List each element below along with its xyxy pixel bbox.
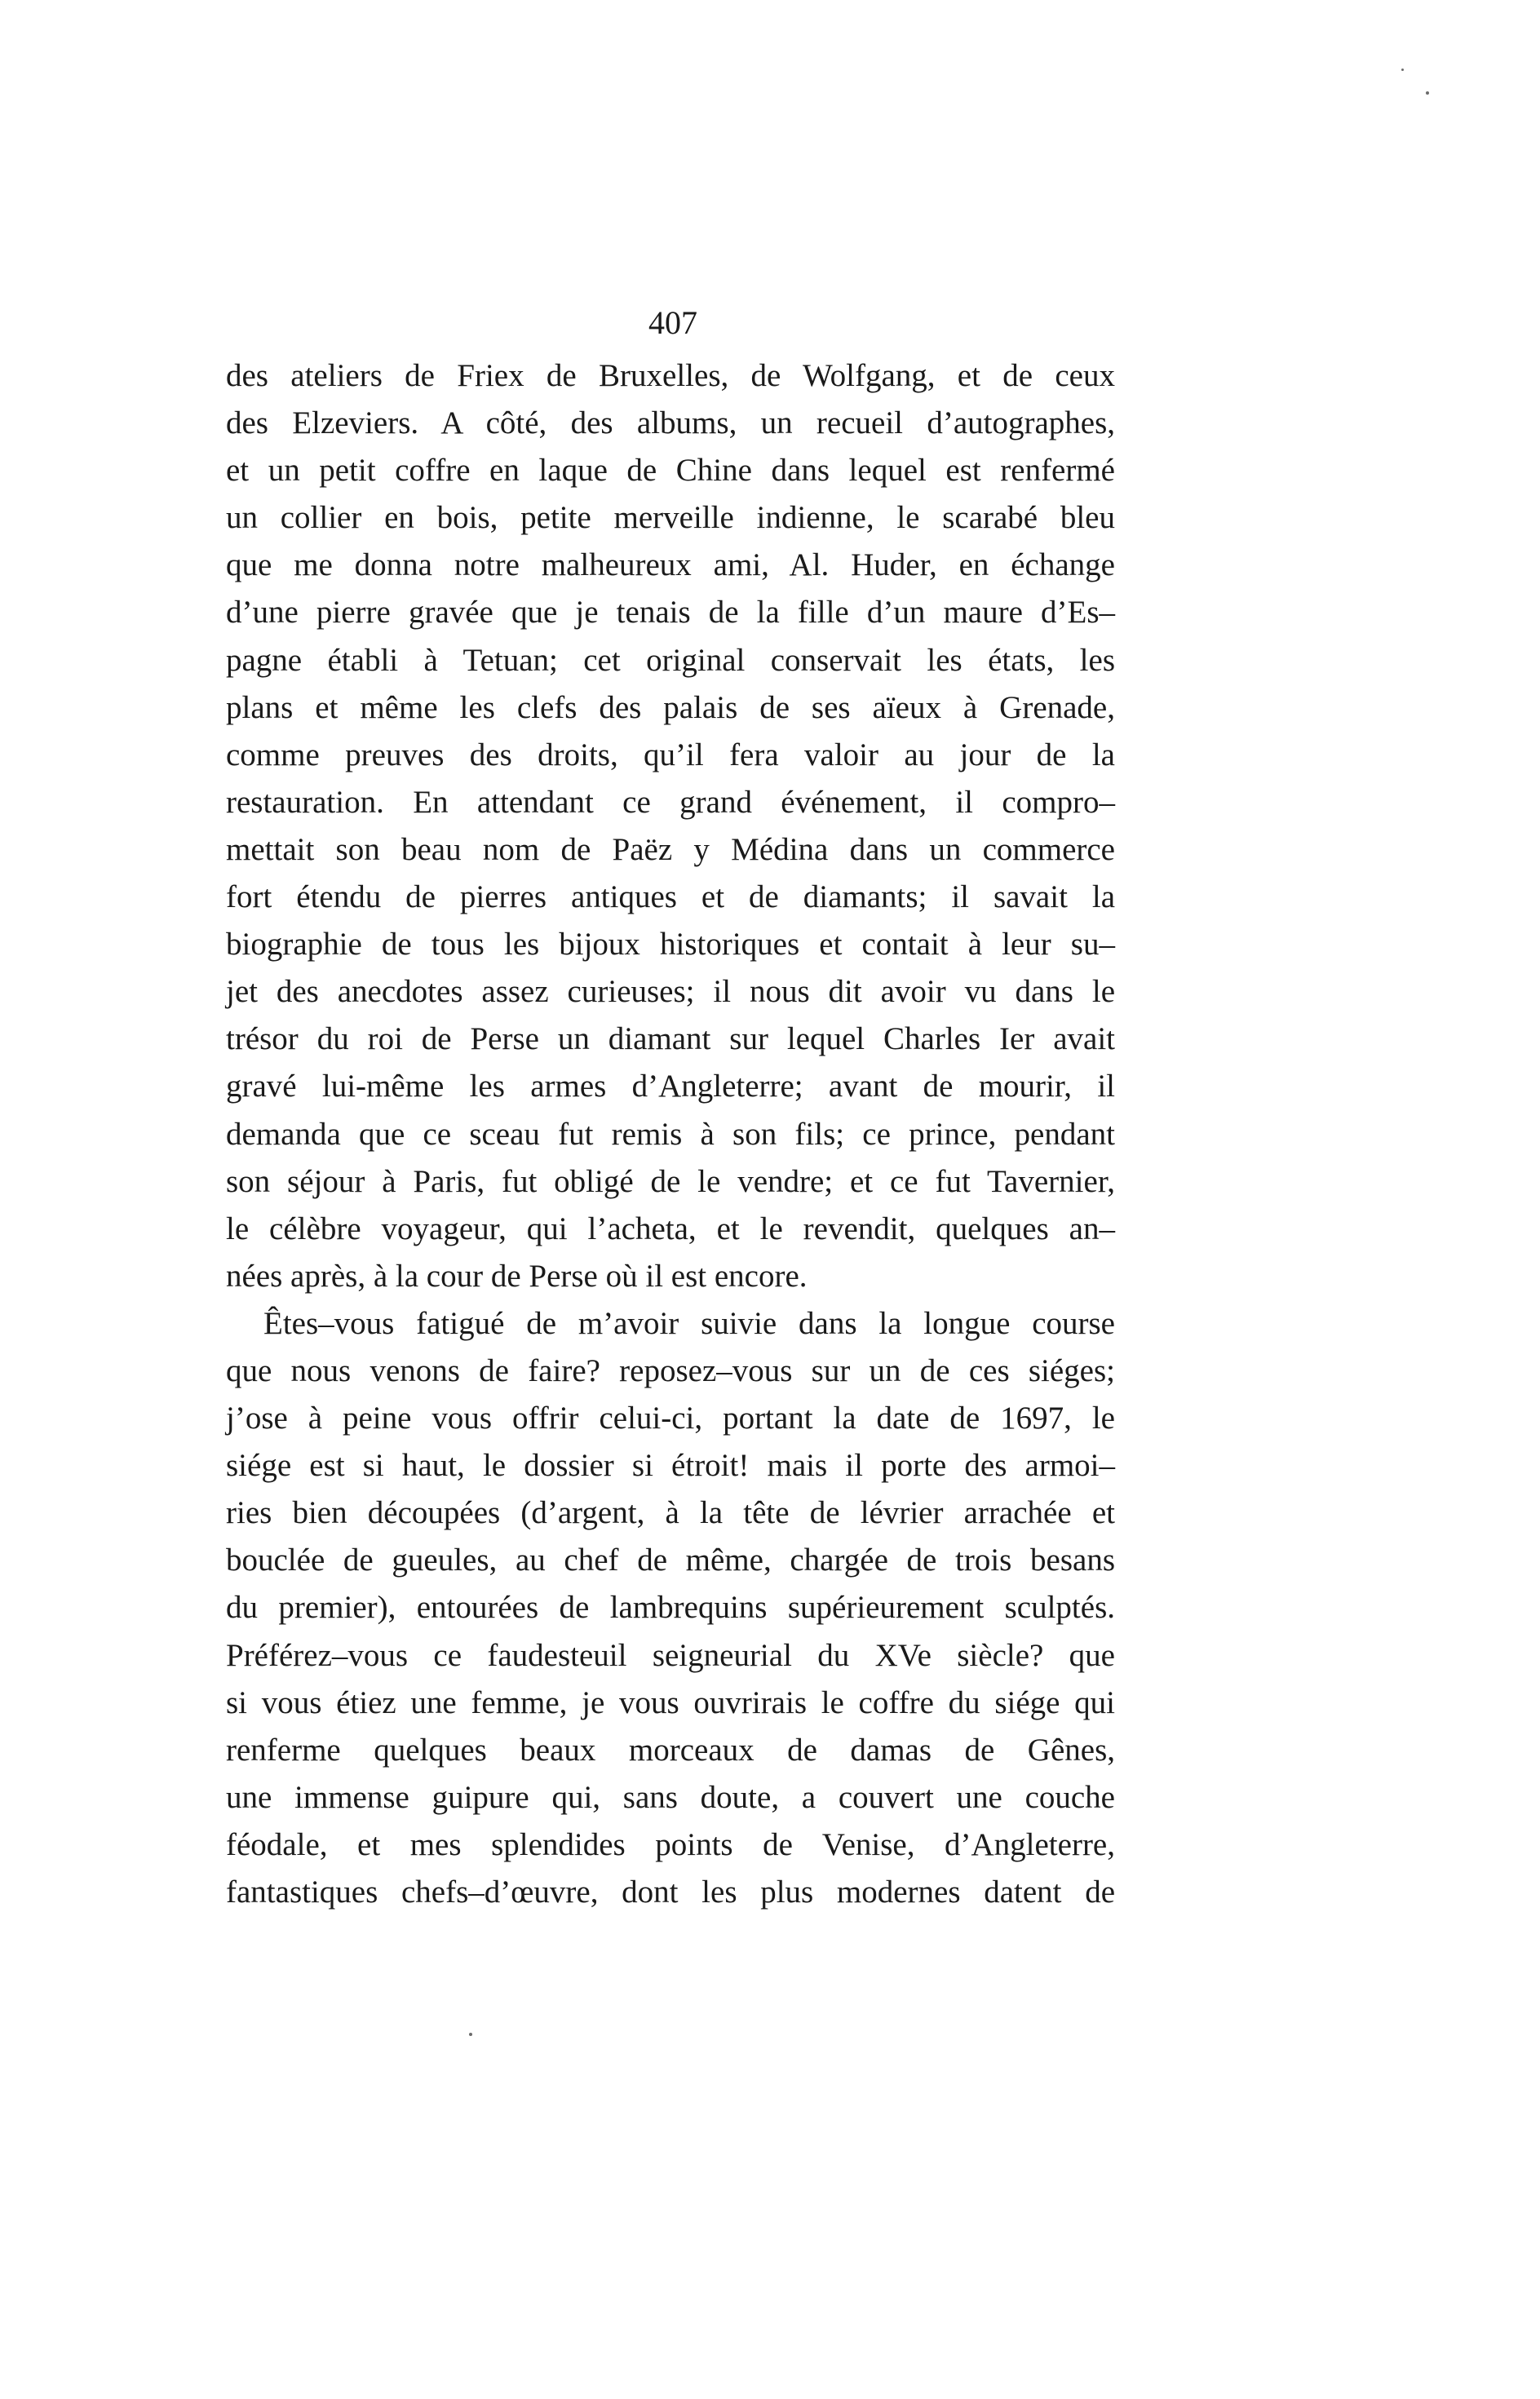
text-line: mettait son beau nom de Paëz y Médina dans un commerce — [226, 831, 1115, 867]
text-line: bouclée de gueules, au chef de même, chargée de trois besans — [226, 1543, 1115, 1578]
text-line: que nous venons de faire? reposez–vous sur un de ces siéges; — [226, 1352, 1115, 1388]
text-line: plans et même les clefs des palais de ses aïeux à Grenade, — [226, 689, 1115, 725]
text-line: une immense guipure qui, sans doute, a couvert une couche — [226, 1779, 1115, 1815]
text-line: demanda que ce sceau fut remis à son fils; ce prince, pendant — [226, 1116, 1115, 1152]
text-line: que me donna notre malheureux ami, Al. Huder, en échange — [226, 547, 1115, 583]
text-line: ries bien découpées (d’argent, à la tête de lévrier arrachée et — [226, 1495, 1115, 1531]
scan-speck — [1401, 69, 1404, 71]
text-line: Êtes–vous fatigué de m’avoir suivie dans la longue course — [263, 1305, 1115, 1341]
text-line: fantastiques chefs–d’œuvre, dont les plus modernes datent de — [226, 1874, 1115, 1910]
text-line: et un petit coffre en laque de Chine dans lequel est renfermé — [226, 453, 1115, 489]
text-line: fort étendu de pierres antiques et de diamants; il savait la — [226, 879, 1115, 915]
text-line: le célèbre voyageur, qui l’acheta, et le revendit, quelques an– — [226, 1211, 1115, 1246]
text-line: des ateliers de Friex de Bruxelles, de Wolfgang, et de ceux — [226, 358, 1115, 393]
text-line: pagne établi à Tetuan; cet original conservait les états, les — [226, 642, 1115, 678]
text-line: jet des anecdotes assez curieuses; il nous dit avoir vu dans le — [226, 974, 1115, 1010]
text-line: renferme quelques beaux morceaux de damas de Gênes, — [226, 1732, 1115, 1768]
body-text — [226, 352, 1115, 1916]
scan-speck — [1426, 91, 1429, 95]
text-line: comme preuves des droits, qu’il fera valoir au jour de la — [226, 737, 1115, 772]
scan-speck — [469, 2033, 472, 2036]
text-line: siége est si haut, le dossier si étroit! mais il porte des armoi– — [226, 1448, 1115, 1484]
text-line: d’une pierre gravée que je tenais de la fille d’un maure d’Es– — [226, 595, 1115, 631]
text-line: du premier), entourées de lambrequins supérieurement sculptés. — [226, 1590, 1115, 1626]
text-line: j’ose à peine vous offrir celui-ci, portant la date de 1697, le — [226, 1401, 1115, 1436]
text-line: des Elzeviers. A côté, des albums, un recueil d’autographes, — [226, 405, 1115, 441]
text-line: restauration. En attendant ce grand événement, il compro– — [226, 784, 1115, 820]
text-line: gravé lui-même les armes d’Angleterre; avant de mourir, il — [226, 1069, 1115, 1104]
text-line: nées après, à la cour de Perse où il est encore. — [226, 1258, 808, 1294]
text-line: biographie de tous les bijoux historiques et contait à leur su– — [226, 927, 1115, 963]
text-line: Préférez–vous ce faudesteuil seigneurial du XVe siècle? que — [226, 1637, 1115, 1673]
text-line: féodale, et mes splendides points de Venise, d’Angleterre, — [226, 1826, 1115, 1862]
text-line: un collier en bois, petite merveille indienne, le scarabé bleu — [226, 500, 1115, 536]
text-line: son séjour à Paris, fut obligé de le vendre; et ce fut Tavernier, — [226, 1163, 1115, 1199]
text-line: trésor du roi de Perse un diamant sur lequel Charles Ier avait — [226, 1021, 1115, 1057]
text-line: si vous étiez une femme, je vous ouvrirais le coffre du siége qui — [226, 1684, 1115, 1720]
page-number: 407 — [648, 304, 697, 341]
